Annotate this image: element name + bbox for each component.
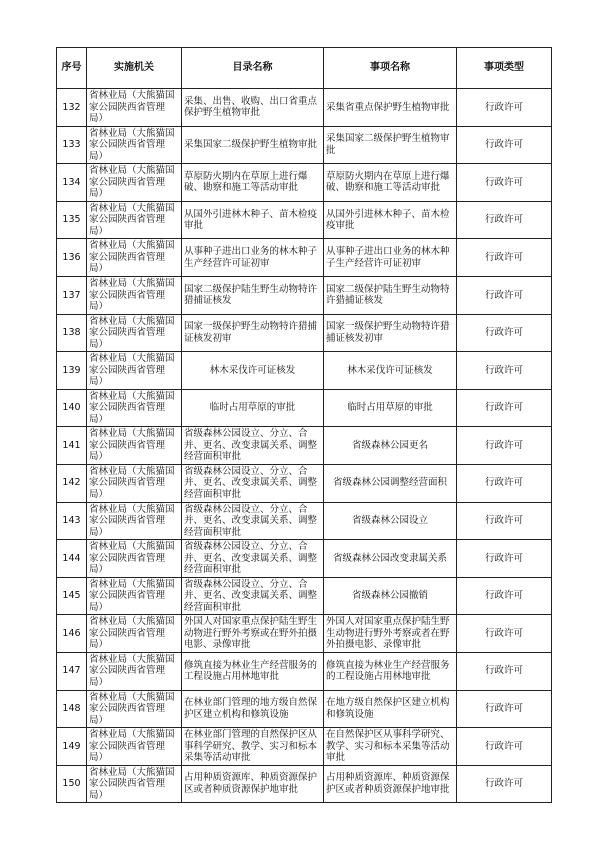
row-directory-name: 外国人对国家重点保护陆生野生动物进行野外考察或在野外拍摄电影、录像审批: [182, 615, 324, 653]
row-agency: 省林业局（大熊猫国家公园陕西省管理局）: [87, 276, 182, 314]
row-index: 146: [57, 615, 87, 653]
row-item-type: 行政许可: [457, 615, 552, 653]
row-item-type: 行政许可: [457, 690, 552, 728]
row-item-type: 行政许可: [457, 765, 552, 803]
row-item-name: 国家一级保护野生动物特许猎捕证核发初审: [324, 314, 457, 352]
row-item-name: 从事种子进出口业务的林木种子生产经营许可证初审: [324, 239, 457, 277]
row-index: 149: [57, 728, 87, 766]
row-directory-name: 林木采伐许可证核发: [182, 352, 324, 390]
table-row: [57, 540, 552, 578]
table-row: [57, 728, 552, 766]
row-directory-name: 国家一级保护野生动物特许猎捕证核发初审: [182, 314, 324, 352]
row-agency: 省林业局（大熊猫国家公园陕西省管理局）: [87, 690, 182, 728]
row-index: 134: [57, 164, 87, 202]
row-index: 132: [57, 89, 87, 127]
row-agency: 省林业局（大熊猫国家公园陕西省管理局）: [87, 728, 182, 766]
row-directory-name: 草原防火期内在草原上进行爆破、勘察和施工等活动审批: [182, 164, 324, 202]
row-item-type: 行政许可: [457, 352, 552, 390]
row-directory-name: 省级森林公园设立、分立、合并、更名、改变隶属关系、调整经营面积审批: [182, 540, 324, 578]
header-index: 序号: [57, 48, 87, 89]
row-item-name: 林木采伐许可证核发: [324, 352, 457, 390]
row-item-name: 外国人对国家重点保护陆生野生动物进行野外考察或者在野外拍摄电影、录像审批: [324, 615, 457, 653]
row-item-type: 行政许可: [457, 389, 552, 427]
table-row: [57, 89, 552, 127]
row-item-type: 行政许可: [457, 728, 552, 766]
row-index: 145: [57, 577, 87, 615]
row-item-type: 行政许可: [457, 502, 552, 540]
row-item-type: 行政许可: [457, 239, 552, 277]
row-item-type: 行政许可: [457, 126, 552, 164]
header-item-name: 事项名称: [324, 48, 457, 89]
row-item-type: 行政许可: [457, 89, 552, 127]
row-item-type: 行政许可: [457, 464, 552, 502]
row-directory-name: 省级森林公园设立、分立、合并、更名、改变隶属关系、调整经营面积审批: [182, 427, 324, 465]
header-agency: 实施机关: [87, 48, 182, 89]
row-agency: 省林业局（大熊猫国家公园陕西省管理局）: [87, 427, 182, 465]
row-item-type: 行政许可: [457, 164, 552, 202]
row-directory-name: 从国外引进林木种子、苗木检疫审批: [182, 201, 324, 239]
table-header-row: [57, 48, 552, 89]
row-item-name: 在自然保护区从事科学研究、教学、实习和标本采集等活动审批: [324, 728, 457, 766]
row-item-name: 省级森林公园设立: [324, 502, 457, 540]
row-agency: 省林业局（大熊猫国家公园陕西省管理局）: [87, 314, 182, 352]
row-item-name: 采集省重点保护野生植物审批: [324, 89, 457, 127]
table-row: [57, 464, 552, 502]
table-row: [57, 652, 552, 690]
row-item-name: 采集国家二级保护野生植物审批: [324, 126, 457, 164]
row-directory-name: 占用种质资源库、种质资源保护区或者种质资源保护地审批: [182, 765, 324, 803]
row-item-name: 国家二级保护陆生野生动物特许猎捕证核发: [324, 276, 457, 314]
row-directory-name: 省级森林公园设立、分立、合并、更名、改变隶属关系、调整经营面积审批: [182, 464, 324, 502]
row-index: 142: [57, 464, 87, 502]
row-directory-name: 在林业部门管理的地方级自然保护区建立机构和修筑设施: [182, 690, 324, 728]
table-row: [57, 690, 552, 728]
row-item-type: 行政许可: [457, 427, 552, 465]
row-index: 133: [57, 126, 87, 164]
table-row: [57, 352, 552, 390]
row-index: 135: [57, 201, 87, 239]
table-row: [57, 389, 552, 427]
row-item-name: 修筑直接为林业生产经营服务的工程设施占用林地审批: [324, 652, 457, 690]
row-item-type: 行政许可: [457, 201, 552, 239]
row-agency: 省林业局（大熊猫国家公园陕西省管理局）: [87, 389, 182, 427]
row-item-type: 行政许可: [457, 577, 552, 615]
row-item-name: 省级森林公园改变隶属关系: [324, 540, 457, 578]
row-item-name: 省级森林公园撤销: [324, 577, 457, 615]
table-row: [57, 126, 552, 164]
table-row: [57, 427, 552, 465]
row-index: 148: [57, 690, 87, 728]
row-directory-name: 临时占用草原的审批: [182, 389, 324, 427]
header-item-type: 事项类型: [457, 48, 552, 89]
row-item-name: 省级森林公园调整经营面积: [324, 464, 457, 502]
row-item-type: 行政许可: [457, 276, 552, 314]
table-row: [57, 239, 552, 277]
row-agency: 省林业局（大熊猫国家公园陕西省管理局）: [87, 239, 182, 277]
row-index: 139: [57, 352, 87, 390]
table-row: [57, 276, 552, 314]
row-agency: 省林业局（大熊猫国家公园陕西省管理局）: [87, 201, 182, 239]
row-item-name: 在地方级自然保护区建立机构和修筑设施: [324, 690, 457, 728]
table-row: [57, 201, 552, 239]
row-index: 150: [57, 765, 87, 803]
row-index: 136: [57, 239, 87, 277]
row-directory-name: 采集、出售、收购、出口省重点保护野生植物审批: [182, 89, 324, 127]
row-directory-name: 采集国家二级保护野生植物审批: [182, 126, 324, 164]
row-directory-name: 国家二级保护陆生野生动物特许猎捕证核发: [182, 276, 324, 314]
row-agency: 省林业局（大熊猫国家公园陕西省管理局）: [87, 126, 182, 164]
row-item-type: 行政许可: [457, 314, 552, 352]
row-agency: 省林业局（大熊猫国家公园陕西省管理局）: [87, 502, 182, 540]
table-row: [57, 164, 552, 202]
row-agency: 省林业局（大熊猫国家公园陕西省管理局）: [87, 464, 182, 502]
row-directory-name: 省级森林公园设立、分立、合并、更名、改变隶属关系、调整经营面积审批: [182, 577, 324, 615]
row-agency: 省林业局（大熊猫国家公园陕西省管理局）: [87, 540, 182, 578]
row-index: 144: [57, 540, 87, 578]
row-agency: 省林业局（大熊猫国家公园陕西省管理局）: [87, 352, 182, 390]
row-item-type: 行政许可: [457, 652, 552, 690]
row-agency: 省林业局（大熊猫国家公园陕西省管理局）: [87, 577, 182, 615]
row-directory-name: 从事种子进出口业务的林木种子生产经营许可证初审: [182, 239, 324, 277]
row-agency: 省林业局（大熊猫国家公园陕西省管理局）: [87, 652, 182, 690]
row-item-name: 临时占用草原的审批: [324, 389, 457, 427]
row-agency: 省林业局（大熊猫国家公园陕西省管理局）: [87, 615, 182, 653]
row-item-name: 省级森林公园更名: [324, 427, 457, 465]
table-row: [57, 502, 552, 540]
table-row: [57, 765, 552, 803]
row-index: 141: [57, 427, 87, 465]
row-directory-name: 修筑直接为林业生产经营服务的工程设施占用林地审批: [182, 652, 324, 690]
row-index: 138: [57, 314, 87, 352]
items-table: [56, 47, 552, 803]
row-directory-name: 在林业部门管理的自然保护区从事科学研究、教学、实习和标本采集等活动审批: [182, 728, 324, 766]
row-index: 147: [57, 652, 87, 690]
row-item-name: 占用种质资源库、种质资源保护区或者种质资源保护地审批: [324, 765, 457, 803]
table-body: [57, 89, 552, 803]
table-row: [57, 615, 552, 653]
row-index: 140: [57, 389, 87, 427]
table-row: [57, 314, 552, 352]
row-item-name: 从国外引进林木种子、苗木检疫审批: [324, 201, 457, 239]
header-directory-name: 目录名称: [182, 48, 324, 89]
row-index: 137: [57, 276, 87, 314]
table-row: [57, 577, 552, 615]
row-agency: 省林业局（大熊猫国家公园陕西省管理局）: [87, 765, 182, 803]
row-agency: 省林业局（大熊猫国家公园陕西省管理局）: [87, 164, 182, 202]
row-directory-name: 省级森林公园设立、分立、合并、更名、改变隶属关系、调整经营面积审批: [182, 502, 324, 540]
row-item-name: 草原防火期内在草原上进行爆破、勘察和施工等活动审批: [324, 164, 457, 202]
row-agency: 省林业局（大熊猫国家公园陕西省管理局）: [87, 89, 182, 127]
row-item-type: 行政许可: [457, 540, 552, 578]
row-index: 143: [57, 502, 87, 540]
